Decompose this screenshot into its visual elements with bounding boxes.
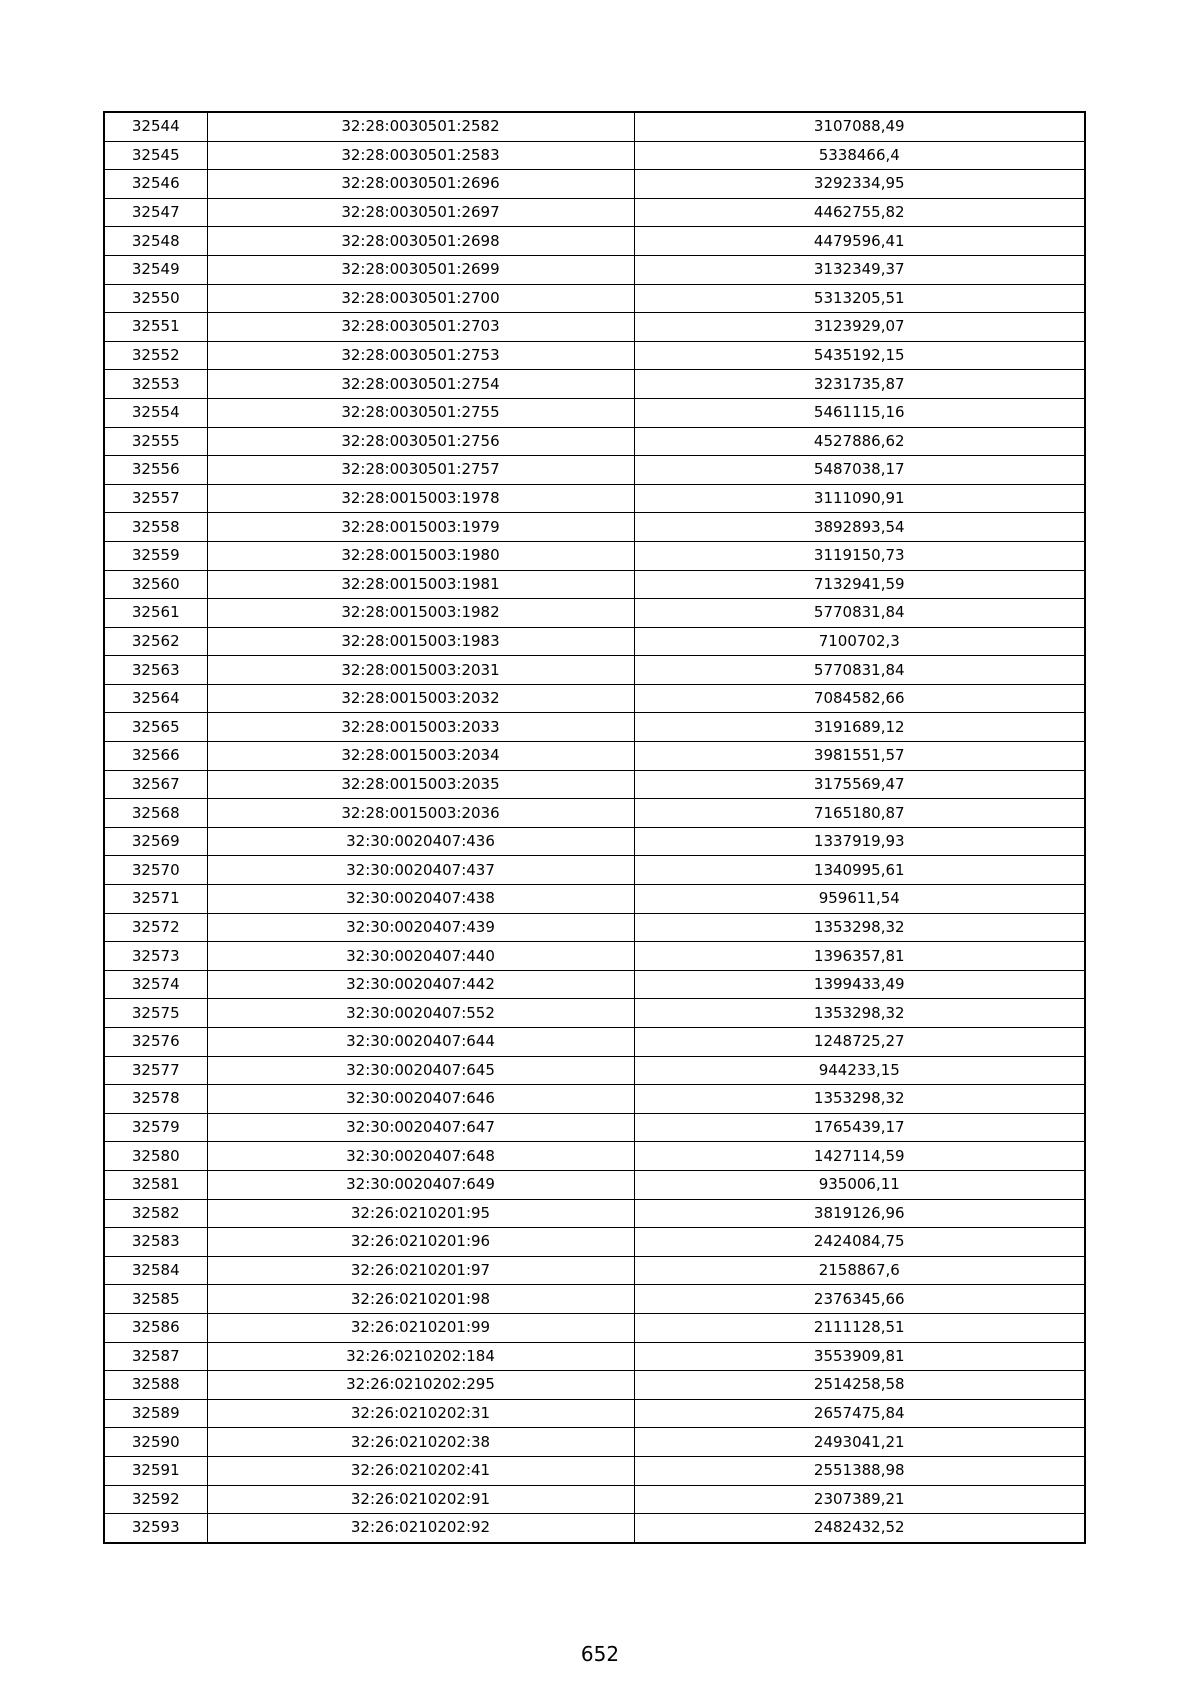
table-row bbox=[104, 942, 1085, 971]
value-cell: 3292334,95 bbox=[634, 170, 1085, 199]
table-row bbox=[104, 713, 1085, 742]
row-number-cell: 32573 bbox=[104, 942, 207, 971]
cadastral-number-cell: 32:28:0015003:2034 bbox=[207, 742, 634, 771]
row-number-cell: 32586 bbox=[104, 1313, 207, 1342]
cadastral-number-cell: 32:26:0210201:96 bbox=[207, 1228, 634, 1257]
row-number-cell: 32555 bbox=[104, 427, 207, 456]
table-row bbox=[104, 1456, 1085, 1485]
table-row bbox=[104, 1428, 1085, 1457]
table-row bbox=[104, 1170, 1085, 1199]
value-cell: 3119150,73 bbox=[634, 541, 1085, 570]
row-number-cell: 32589 bbox=[104, 1399, 207, 1428]
table-row bbox=[104, 827, 1085, 856]
table-row bbox=[104, 456, 1085, 485]
table-row bbox=[104, 1028, 1085, 1057]
cadastral-number-cell: 32:28:0030501:2582 bbox=[207, 112, 634, 141]
value-cell: 959611,54 bbox=[634, 885, 1085, 914]
cadastral-number-cell: 32:26:0210201:98 bbox=[207, 1285, 634, 1314]
table-row bbox=[104, 1285, 1085, 1314]
row-number-cell: 32583 bbox=[104, 1228, 207, 1257]
value-cell: 2657475,84 bbox=[634, 1399, 1085, 1428]
cadastral-number-cell: 32:28:0015003:1979 bbox=[207, 513, 634, 542]
table-row bbox=[104, 742, 1085, 771]
cadastral-number-cell: 32:28:0030501:2753 bbox=[207, 341, 634, 370]
table-row bbox=[104, 1514, 1085, 1543]
value-cell: 1248725,27 bbox=[634, 1028, 1085, 1057]
cadastral-number-cell: 32:28:0030501:2703 bbox=[207, 313, 634, 342]
value-cell: 3175569,47 bbox=[634, 770, 1085, 799]
value-cell: 4462755,82 bbox=[634, 198, 1085, 227]
table-row bbox=[104, 484, 1085, 513]
row-number-cell: 32544 bbox=[104, 112, 207, 141]
value-cell: 3892893,54 bbox=[634, 513, 1085, 542]
cadastral-number-cell: 32:30:0020407:648 bbox=[207, 1142, 634, 1171]
row-number-cell: 32572 bbox=[104, 913, 207, 942]
row-number-cell: 32557 bbox=[104, 484, 207, 513]
row-number-cell: 32571 bbox=[104, 885, 207, 914]
table-row bbox=[104, 970, 1085, 999]
row-number-cell: 32560 bbox=[104, 570, 207, 599]
cadastral-number-cell: 32:30:0020407:440 bbox=[207, 942, 634, 971]
value-cell: 2551388,98 bbox=[634, 1456, 1085, 1485]
value-cell: 5461115,16 bbox=[634, 398, 1085, 427]
table-row bbox=[104, 684, 1085, 713]
cadastral-number-cell: 32:26:0210202:38 bbox=[207, 1428, 634, 1457]
table-row bbox=[104, 398, 1085, 427]
table-row bbox=[104, 141, 1085, 170]
table-row bbox=[104, 627, 1085, 656]
cadastral-number-cell: 32:26:0210202:41 bbox=[207, 1456, 634, 1485]
row-number-cell: 32545 bbox=[104, 141, 207, 170]
value-cell: 3819126,96 bbox=[634, 1199, 1085, 1228]
cadastral-number-cell: 32:28:0015003:1980 bbox=[207, 541, 634, 570]
row-number-cell: 32562 bbox=[104, 627, 207, 656]
row-number-cell: 32593 bbox=[104, 1514, 207, 1543]
value-cell: 1396357,81 bbox=[634, 942, 1085, 971]
page-number: 652 bbox=[580, 1642, 620, 1666]
row-number-cell: 32569 bbox=[104, 827, 207, 856]
value-cell: 3123929,07 bbox=[634, 313, 1085, 342]
table-row bbox=[104, 427, 1085, 456]
cadastral-number-cell: 32:30:0020407:552 bbox=[207, 999, 634, 1028]
value-cell: 5770831,84 bbox=[634, 599, 1085, 628]
cadastral-number-cell: 32:28:0030501:2696 bbox=[207, 170, 634, 199]
table-row bbox=[104, 599, 1085, 628]
row-number-cell: 32592 bbox=[104, 1485, 207, 1514]
cadastral-number-cell: 32:30:0020407:442 bbox=[207, 970, 634, 999]
value-cell: 1353298,32 bbox=[634, 913, 1085, 942]
cadastral-number-cell: 32:26:0210201:97 bbox=[207, 1256, 634, 1285]
row-number-cell: 32547 bbox=[104, 198, 207, 227]
cadastral-number-cell: 32:28:0030501:2755 bbox=[207, 398, 634, 427]
cadastral-number-cell: 32:28:0015003:1981 bbox=[207, 570, 634, 599]
value-cell: 5313205,51 bbox=[634, 284, 1085, 313]
row-number-cell: 32574 bbox=[104, 970, 207, 999]
value-cell: 3231735,87 bbox=[634, 370, 1085, 399]
cadastral-number-cell: 32:28:0015003:1983 bbox=[207, 627, 634, 656]
table-row bbox=[104, 770, 1085, 799]
cadastral-number-cell: 32:30:0020407:436 bbox=[207, 827, 634, 856]
table-row bbox=[104, 341, 1085, 370]
row-number-cell: 32566 bbox=[104, 742, 207, 771]
value-cell: 1427114,59 bbox=[634, 1142, 1085, 1171]
cadastral-table bbox=[103, 111, 1086, 1544]
table-row bbox=[104, 1113, 1085, 1142]
row-number-cell: 32582 bbox=[104, 1199, 207, 1228]
row-number-cell: 32570 bbox=[104, 856, 207, 885]
table-row bbox=[104, 112, 1085, 141]
cadastral-number-cell: 32:26:0210201:99 bbox=[207, 1313, 634, 1342]
row-number-cell: 32558 bbox=[104, 513, 207, 542]
table-row bbox=[104, 570, 1085, 599]
row-number-cell: 32549 bbox=[104, 255, 207, 284]
value-cell: 2307389,21 bbox=[634, 1485, 1085, 1514]
table-row bbox=[104, 656, 1085, 685]
row-number-cell: 32548 bbox=[104, 227, 207, 256]
value-cell: 1353298,32 bbox=[634, 1085, 1085, 1114]
cadastral-number-cell: 32:30:0020407:646 bbox=[207, 1085, 634, 1114]
value-cell: 2111128,51 bbox=[634, 1313, 1085, 1342]
value-cell: 7084582,66 bbox=[634, 684, 1085, 713]
cadastral-number-cell: 32:26:0210202:91 bbox=[207, 1485, 634, 1514]
value-cell: 3111090,91 bbox=[634, 484, 1085, 513]
cadastral-number-cell: 32:26:0210202:184 bbox=[207, 1342, 634, 1371]
value-cell: 1337919,93 bbox=[634, 827, 1085, 856]
cadastral-number-cell: 32:30:0020407:645 bbox=[207, 1056, 634, 1085]
row-number-cell: 32563 bbox=[104, 656, 207, 685]
cadastral-number-cell: 32:30:0020407:647 bbox=[207, 1113, 634, 1142]
row-number-cell: 32587 bbox=[104, 1342, 207, 1371]
value-cell: 7100702,3 bbox=[634, 627, 1085, 656]
value-cell: 4527886,62 bbox=[634, 427, 1085, 456]
value-cell: 4479596,41 bbox=[634, 227, 1085, 256]
value-cell: 1765439,17 bbox=[634, 1113, 1085, 1142]
row-number-cell: 32588 bbox=[104, 1371, 207, 1400]
cadastral-number-cell: 32:28:0015003:1978 bbox=[207, 484, 634, 513]
row-number-cell: 32580 bbox=[104, 1142, 207, 1171]
value-cell: 1340995,61 bbox=[634, 856, 1085, 885]
table-row bbox=[104, 1228, 1085, 1257]
value-cell: 1399433,49 bbox=[634, 970, 1085, 999]
table-row bbox=[104, 913, 1085, 942]
row-number-cell: 32567 bbox=[104, 770, 207, 799]
row-number-cell: 32556 bbox=[104, 456, 207, 485]
table-row bbox=[104, 255, 1085, 284]
value-cell: 2158867,6 bbox=[634, 1256, 1085, 1285]
row-number-cell: 32553 bbox=[104, 370, 207, 399]
table-row bbox=[104, 1313, 1085, 1342]
row-number-cell: 32575 bbox=[104, 999, 207, 1028]
value-cell: 935006,11 bbox=[634, 1170, 1085, 1199]
cadastral-number-cell: 32:28:0015003:2033 bbox=[207, 713, 634, 742]
value-cell: 944233,15 bbox=[634, 1056, 1085, 1085]
cadastral-number-cell: 32:28:0030501:2697 bbox=[207, 198, 634, 227]
cadastral-number-cell: 32:28:0015003:2032 bbox=[207, 684, 634, 713]
table-body bbox=[104, 112, 1085, 1543]
table-row bbox=[104, 170, 1085, 199]
row-number-cell: 32554 bbox=[104, 398, 207, 427]
value-cell: 5435192,15 bbox=[634, 341, 1085, 370]
table-row bbox=[104, 799, 1085, 828]
cadastral-number-cell: 32:28:0030501:2757 bbox=[207, 456, 634, 485]
value-cell: 3553909,81 bbox=[634, 1342, 1085, 1371]
row-number-cell: 32561 bbox=[104, 599, 207, 628]
table-row bbox=[104, 1056, 1085, 1085]
cadastral-number-cell: 32:28:0030501:2698 bbox=[207, 227, 634, 256]
value-cell: 5338466,4 bbox=[634, 141, 1085, 170]
row-number-cell: 32576 bbox=[104, 1028, 207, 1057]
table-row bbox=[104, 1256, 1085, 1285]
table-row bbox=[104, 513, 1085, 542]
row-number-cell: 32550 bbox=[104, 284, 207, 313]
row-number-cell: 32590 bbox=[104, 1428, 207, 1457]
row-number-cell: 32584 bbox=[104, 1256, 207, 1285]
row-number-cell: 32578 bbox=[104, 1085, 207, 1114]
row-number-cell: 32581 bbox=[104, 1170, 207, 1199]
row-number-cell: 32559 bbox=[104, 541, 207, 570]
row-number-cell: 32565 bbox=[104, 713, 207, 742]
cadastral-number-cell: 32:26:0210202:92 bbox=[207, 1514, 634, 1543]
table-row bbox=[104, 198, 1085, 227]
table-row bbox=[104, 1199, 1085, 1228]
value-cell: 7132941,59 bbox=[634, 570, 1085, 599]
cadastral-number-cell: 32:26:0210202:31 bbox=[207, 1399, 634, 1428]
row-number-cell: 32579 bbox=[104, 1113, 207, 1142]
table-row bbox=[104, 856, 1085, 885]
table-row bbox=[104, 1399, 1085, 1428]
cadastral-number-cell: 32:28:0015003:2031 bbox=[207, 656, 634, 685]
row-number-cell: 32577 bbox=[104, 1056, 207, 1085]
value-cell: 7165180,87 bbox=[634, 799, 1085, 828]
table-row bbox=[104, 541, 1085, 570]
cadastral-number-cell: 32:30:0020407:644 bbox=[207, 1028, 634, 1057]
cadastral-number-cell: 32:28:0030501:2699 bbox=[207, 255, 634, 284]
value-cell: 2424084,75 bbox=[634, 1228, 1085, 1257]
table-row bbox=[104, 1142, 1085, 1171]
row-number-cell: 32552 bbox=[104, 341, 207, 370]
value-cell: 3107088,49 bbox=[634, 112, 1085, 141]
table-row bbox=[104, 1342, 1085, 1371]
table-row bbox=[104, 227, 1085, 256]
cadastral-number-cell: 32:26:0210202:295 bbox=[207, 1371, 634, 1400]
table-row bbox=[104, 1485, 1085, 1514]
cadastral-number-cell: 32:28:0015003:2036 bbox=[207, 799, 634, 828]
cadastral-number-cell: 32:28:0030501:2700 bbox=[207, 284, 634, 313]
cadastral-number-cell: 32:26:0210201:95 bbox=[207, 1199, 634, 1228]
value-cell: 3132349,37 bbox=[634, 255, 1085, 284]
row-number-cell: 32546 bbox=[104, 170, 207, 199]
row-number-cell: 32564 bbox=[104, 684, 207, 713]
cadastral-number-cell: 32:28:0015003:2035 bbox=[207, 770, 634, 799]
row-number-cell: 32568 bbox=[104, 799, 207, 828]
cadastral-number-cell: 32:28:0015003:1982 bbox=[207, 599, 634, 628]
value-cell: 2482432,52 bbox=[634, 1514, 1085, 1543]
value-cell: 5770831,84 bbox=[634, 656, 1085, 685]
table-row bbox=[104, 1371, 1085, 1400]
table-row bbox=[104, 370, 1085, 399]
cadastral-number-cell: 32:30:0020407:437 bbox=[207, 856, 634, 885]
cadastral-number-cell: 32:28:0030501:2756 bbox=[207, 427, 634, 456]
table-row bbox=[104, 284, 1085, 313]
cadastral-number-cell: 32:30:0020407:438 bbox=[207, 885, 634, 914]
table-row bbox=[104, 885, 1085, 914]
cadastral-number-cell: 32:28:0030501:2754 bbox=[207, 370, 634, 399]
value-cell: 2493041,21 bbox=[634, 1428, 1085, 1457]
table-row bbox=[104, 1085, 1085, 1114]
table-row bbox=[104, 999, 1085, 1028]
value-cell: 3191689,12 bbox=[634, 713, 1085, 742]
row-number-cell: 32591 bbox=[104, 1456, 207, 1485]
value-cell: 5487038,17 bbox=[634, 456, 1085, 485]
row-number-cell: 32551 bbox=[104, 313, 207, 342]
cadastral-number-cell: 32:28:0030501:2583 bbox=[207, 141, 634, 170]
cadastral-number-cell: 32:30:0020407:649 bbox=[207, 1170, 634, 1199]
cadastral-number-cell: 32:30:0020407:439 bbox=[207, 913, 634, 942]
value-cell: 2376345,66 bbox=[634, 1285, 1085, 1314]
value-cell: 1353298,32 bbox=[634, 999, 1085, 1028]
row-number-cell: 32585 bbox=[104, 1285, 207, 1314]
table-row bbox=[104, 313, 1085, 342]
value-cell: 2514258,58 bbox=[634, 1371, 1085, 1400]
value-cell: 3981551,57 bbox=[634, 742, 1085, 771]
